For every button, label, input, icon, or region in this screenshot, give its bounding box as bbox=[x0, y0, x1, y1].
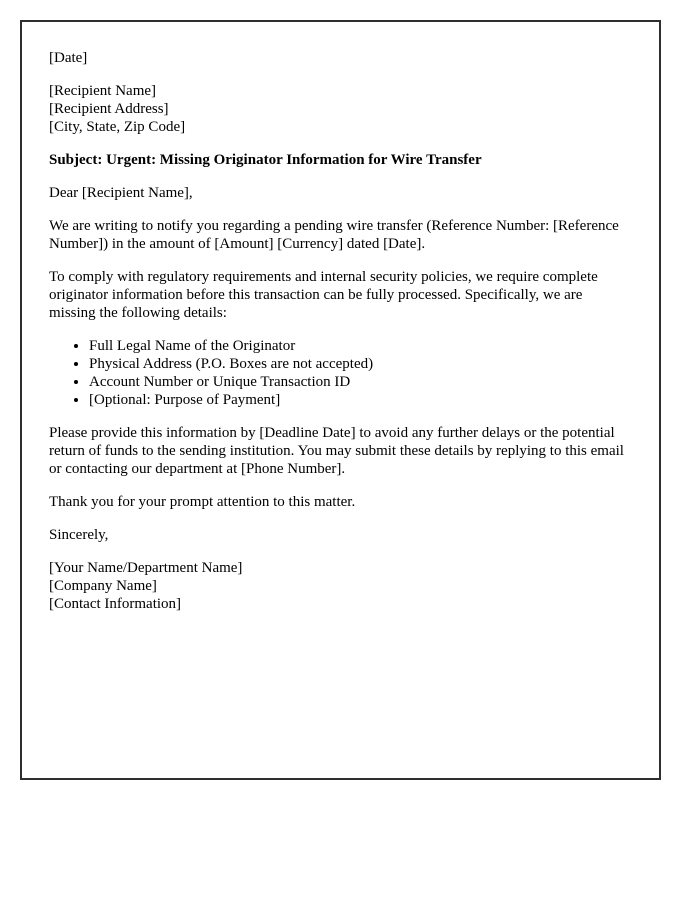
paragraph-compliance: To comply with regulatory requirements and internal security policies, we require complete originator information before this transaction can be fully processed. Specifically, we are missing the following details: bbox=[49, 269, 598, 321]
signoff: Sincerely, bbox=[49, 527, 109, 543]
paragraph-intro: We are writing to notify you regarding a pending wire transfer (Reference Number: [Reference Number]) in the amount of [Amount] [Currency] dated [Date]. bbox=[49, 218, 619, 252]
recipient-block bbox=[49, 82, 632, 136]
letter-document bbox=[20, 20, 661, 780]
recipient-address: [Recipient Address] bbox=[49, 101, 169, 117]
signature-contact: [Contact Information] bbox=[49, 596, 182, 612]
subject-line: Subject: Urgent: Missing Originator Information for Wire Transfer bbox=[49, 152, 482, 168]
paragraph-deadline: Please provide this information by [Deadline Date] to avoid any further delays or the potential return of funds to the sending institution. You may submit these details by replying to this email or contacting our department at [Phone Number]. bbox=[49, 425, 624, 477]
date-line: [Date] bbox=[49, 50, 88, 66]
list-item-account-number: • Account Number or Unique Transaction ID bbox=[89, 373, 632, 391]
signature-block bbox=[49, 559, 632, 613]
list-item-purpose-of-payment: • [Optional: Purpose of Payment] bbox=[89, 391, 632, 409]
paragraph-thanks: Thank you for your prompt attention to this matter. bbox=[49, 494, 356, 510]
signature-company: [Company Name] bbox=[49, 578, 157, 594]
recipient-city-state-zip: [City, State, Zip Code] bbox=[49, 119, 186, 135]
missing-details-list bbox=[49, 337, 632, 409]
list-item-physical-address: • Physical Address (P.O. Boxes are not accepted) bbox=[89, 355, 632, 373]
list-item-originator-name: • Full Legal Name of the Originator bbox=[89, 337, 632, 355]
salutation: Dear [Recipient Name], bbox=[49, 185, 193, 201]
signature-name-department: [Your Name/Department Name] bbox=[49, 560, 243, 576]
recipient-name: [Recipient Name] bbox=[49, 83, 157, 99]
